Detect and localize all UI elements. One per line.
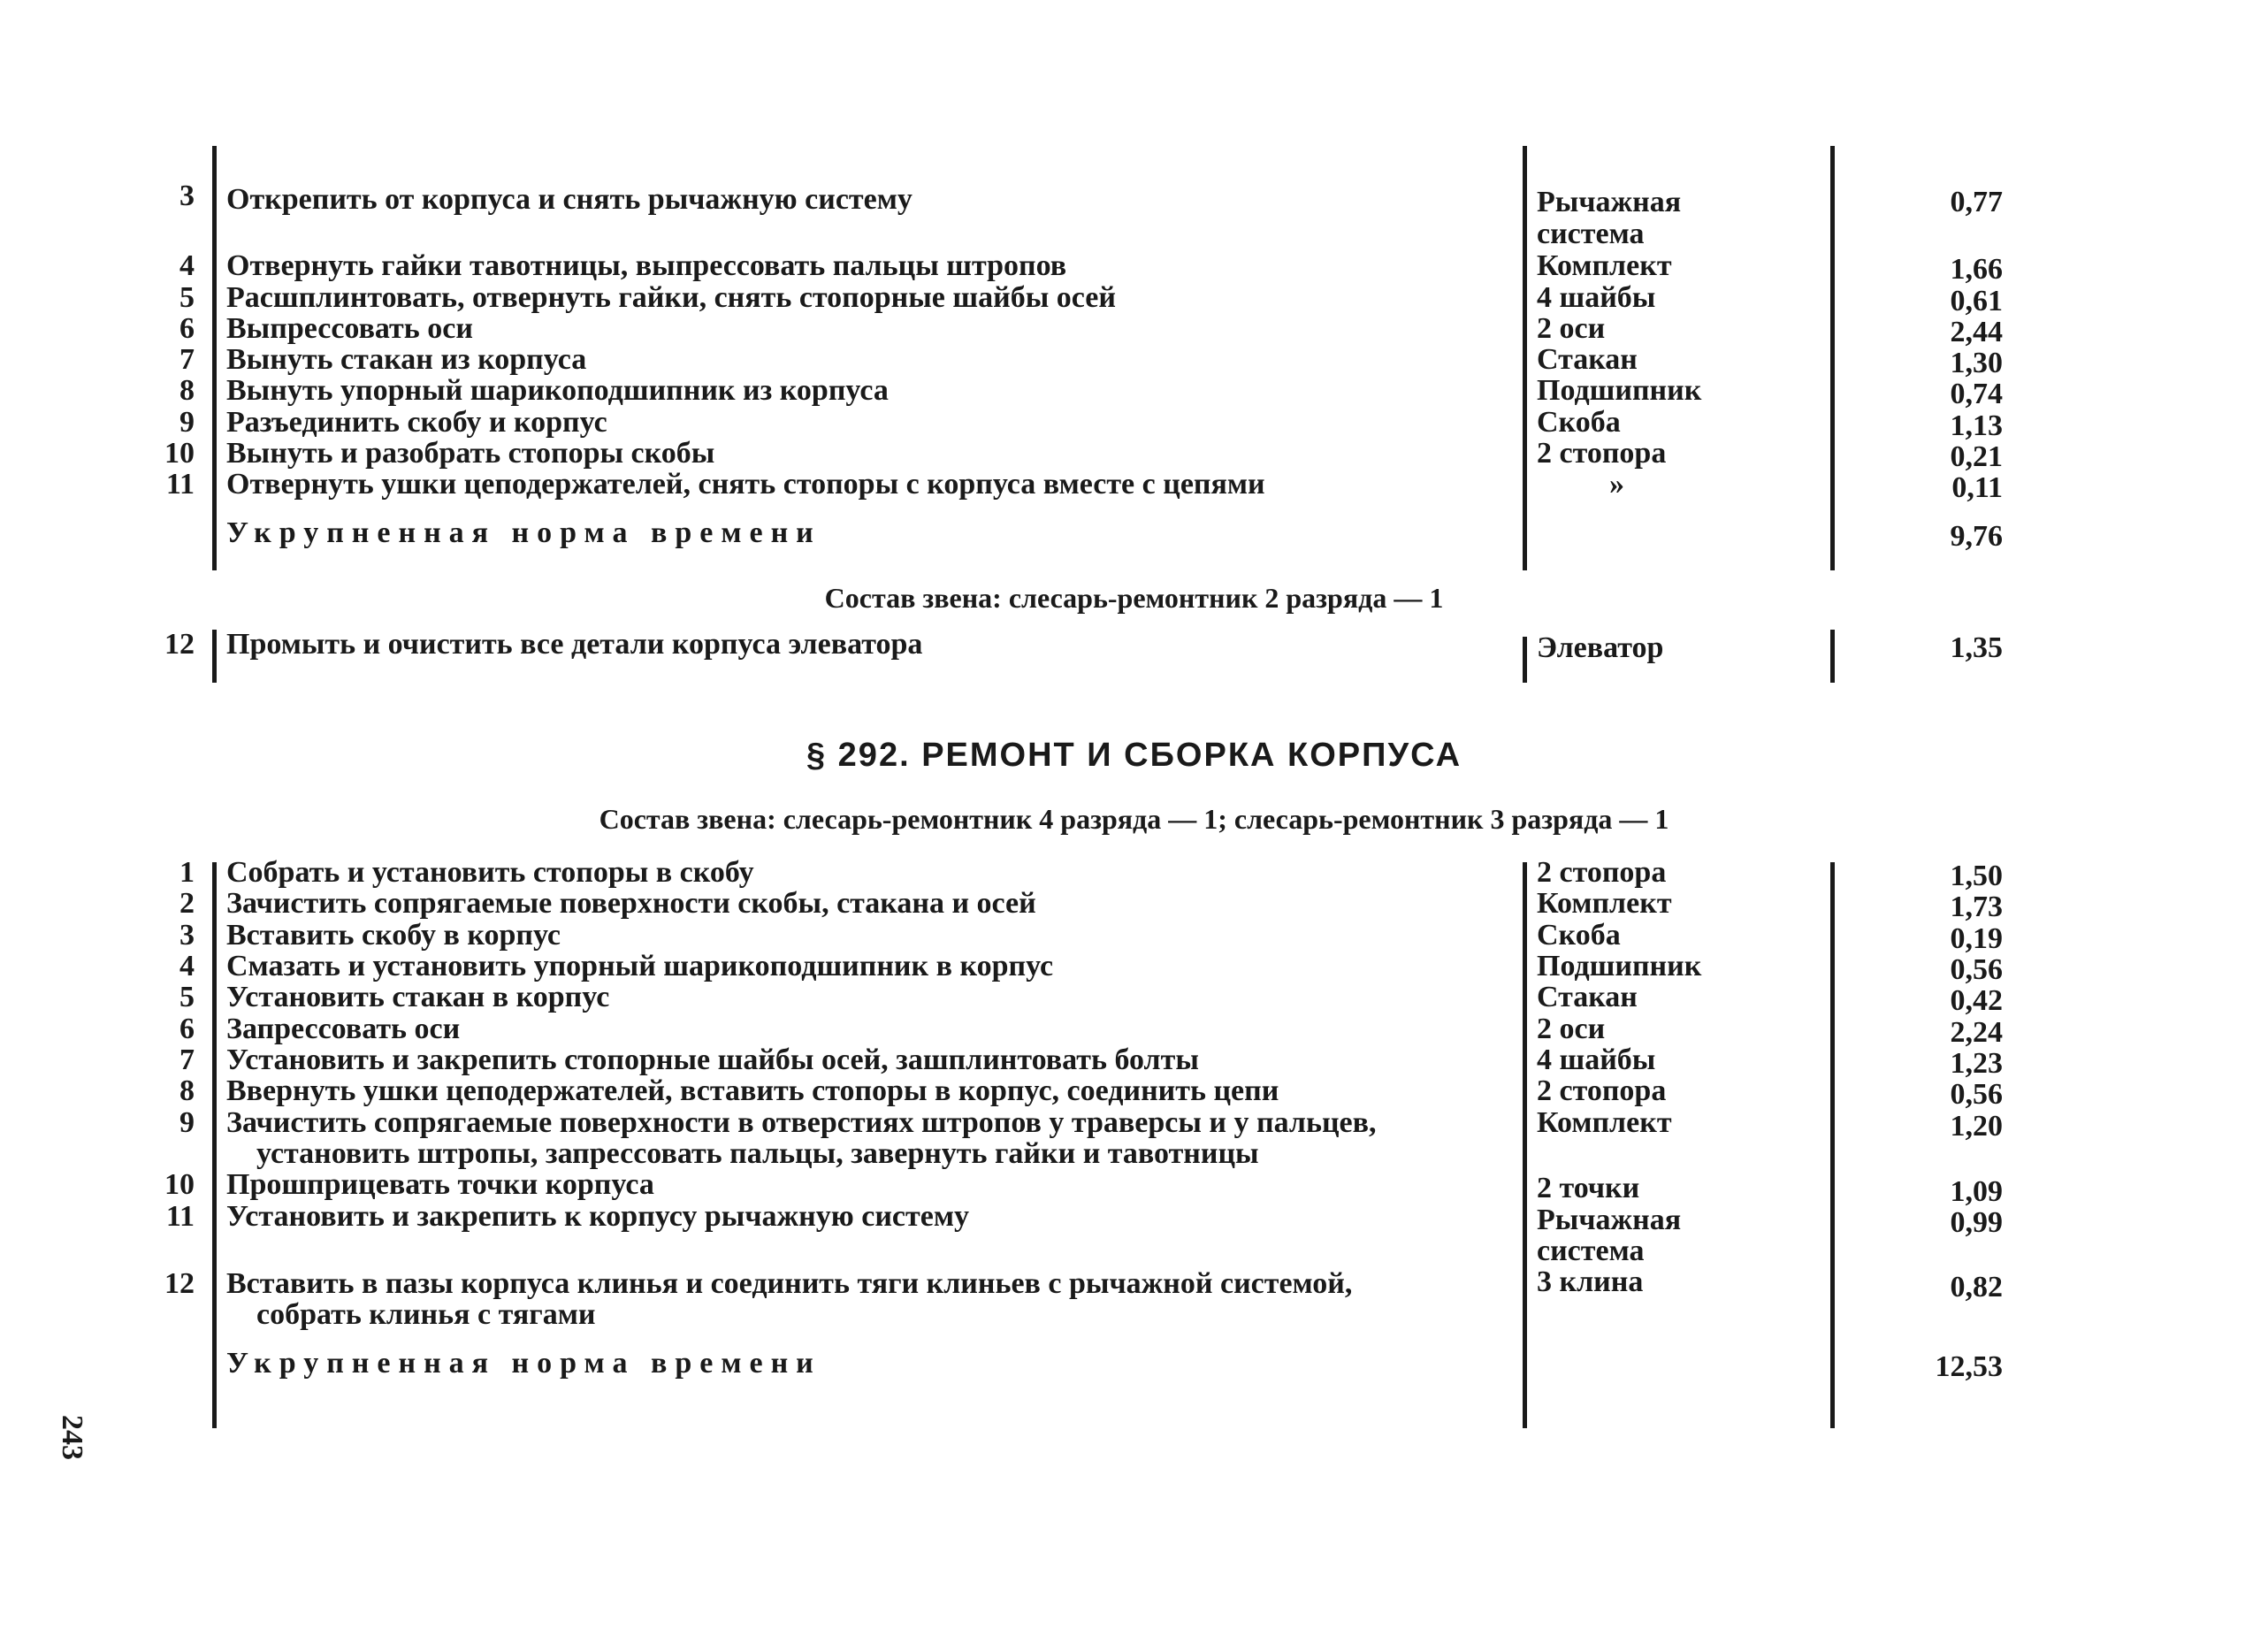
- row-unit: 2 точки: [1537, 1172, 1640, 1204]
- row-value: 0,56: [1950, 1078, 2003, 1111]
- row-unit: 3 клина: [1537, 1265, 1644, 1298]
- total-label: Укрупненная норма времени: [226, 516, 821, 549]
- row-unit: Подшипник: [1537, 374, 1702, 407]
- table1-rule-left: [212, 146, 217, 570]
- row-unit: 2 оси: [1537, 312, 1606, 345]
- row-number: 5: [179, 981, 195, 1013]
- row-description: Открепить от корпуса и снять рычажную систему: [226, 183, 913, 216]
- row-description: Вставить скобу в корпус: [226, 919, 561, 952]
- row-value: 1,13: [1950, 409, 2003, 442]
- row-value: 0,11: [1951, 471, 2003, 504]
- table3-rule-left: [212, 862, 217, 1428]
- row-unit: Стакан: [1537, 343, 1638, 376]
- row-unit-cont: система: [1537, 218, 1645, 250]
- row-value: 1,73: [1950, 891, 2003, 923]
- row-description-cont: собрать клинья с тягами: [256, 1298, 596, 1331]
- row-number: 4: [179, 249, 195, 282]
- row-unit: Комплект: [1537, 1106, 1672, 1139]
- row-description: Промыть и очистить все детали корпуса элеватора: [226, 628, 923, 661]
- page-number: 243: [56, 1415, 88, 1460]
- row-unit: 4 шайбы: [1537, 281, 1656, 314]
- row-value: 0,99: [1950, 1206, 2003, 1239]
- row-number: 9: [179, 406, 195, 439]
- row-value: 0,21: [1950, 440, 2003, 473]
- row-number: 7: [179, 343, 195, 376]
- row-value: 0,61: [1950, 285, 2003, 317]
- row-value: 1,50: [1950, 860, 2003, 892]
- row-description: Вынуть упорный шарикоподшипник из корпуса: [226, 374, 889, 407]
- row-value: 0,42: [1950, 984, 2003, 1017]
- row-value: 0,82: [1950, 1271, 2003, 1303]
- row-number: 2: [179, 887, 195, 920]
- row-description: Установить стакан в корпус: [226, 981, 610, 1013]
- table2-rule-right: [1830, 630, 1835, 683]
- row-description: Смазать и установить упорный шарикоподшипник в корпус: [226, 950, 1054, 982]
- row-unit: Рычажная: [1537, 186, 1682, 218]
- row-unit: Комплект: [1537, 249, 1672, 282]
- row-description: Вынуть стакан из корпуса: [226, 343, 587, 376]
- row-description: Вставить в пазы корпуса клинья и соединить тяги клиньев с рычажной системой,: [226, 1267, 1353, 1300]
- row-unit: 2 оси: [1537, 1013, 1606, 1045]
- row-number: 3: [179, 919, 195, 952]
- row-unit: 4 шайбы: [1537, 1044, 1656, 1076]
- row-description: Отвернуть гайки тавотницы, выпрессовать пальцы штропов: [226, 249, 1067, 282]
- crew-composition-2: Состав звена: слесарь-ремонтник 4 разряда — 1; слесарь-ремонтник 3 разряда — 1: [599, 803, 1669, 835]
- row-description: Разъединить скобу и корпус: [226, 406, 607, 439]
- row-number: 1: [179, 856, 195, 889]
- row-number: 8: [179, 1074, 195, 1107]
- table3-rule-middle: [1523, 862, 1527, 1428]
- table2-rule-middle: [1523, 637, 1527, 683]
- row-description: Ввернуть ушки цеподержателей, вставить стопоры в корпус, соединить цепи: [226, 1074, 1279, 1107]
- row-unit: 2 стопора: [1537, 437, 1667, 470]
- total-value: 12,53: [1935, 1350, 2003, 1383]
- row-number: 9: [179, 1106, 195, 1139]
- row-unit: 2 стопора: [1537, 1074, 1667, 1107]
- row-unit: Элеватор: [1537, 631, 1664, 664]
- row-number: 4: [179, 950, 195, 982]
- section-title: § 292. РЕМОНТ И СБОРКА КОРПУСА: [806, 737, 1462, 774]
- row-description: Зачистить сопрягаемые поверхности скобы, стакана и осей: [226, 887, 1036, 920]
- table1-rule-middle: [1523, 146, 1527, 570]
- row-value: 0,77: [1950, 186, 2003, 218]
- row-value: 0,56: [1950, 953, 2003, 986]
- row-number: 12: [164, 1267, 195, 1300]
- row-description: Установить и закрепить стопорные шайбы осей, зашплинтовать болты: [226, 1044, 1199, 1076]
- row-number: 12: [164, 628, 195, 661]
- crew-composition-1: Состав звена: слесарь-ремонтник 2 разряда — 1: [824, 582, 1444, 614]
- row-description: Установить и закрепить к корпусу рычажную систему: [226, 1200, 969, 1233]
- row-description: Выпрессовать оси: [226, 312, 473, 345]
- row-value: 2,24: [1950, 1016, 2003, 1049]
- table1-rule-right: [1830, 146, 1835, 570]
- row-value: 0,19: [1950, 922, 2003, 955]
- row-unit: Скоба: [1537, 406, 1621, 439]
- row-description: Отвернуть ушки цеподержателей, снять стопоры с корпуса вместе с цепями: [226, 468, 1265, 501]
- row-value: 1,35: [1950, 631, 2003, 664]
- row-number: 6: [179, 312, 195, 345]
- row-description-cont: установить штропы, запрессовать пальцы, завернуть гайки и тавотницы: [256, 1137, 1259, 1170]
- row-unit: »: [1609, 468, 1624, 501]
- row-value: 1,23: [1950, 1047, 2003, 1080]
- table3-rule-right: [1830, 862, 1835, 1428]
- row-unit: 2 стопора: [1537, 856, 1667, 889]
- row-unit: Рычажная: [1537, 1204, 1682, 1236]
- row-number: 5: [179, 281, 195, 314]
- row-value: 0,74: [1950, 378, 2003, 410]
- row-number: 3: [179, 180, 195, 212]
- row-description: Собрать и установить стопоры в скобу: [226, 856, 754, 889]
- row-unit: Подшипник: [1537, 950, 1702, 982]
- row-value: 1,66: [1950, 253, 2003, 286]
- row-number: 6: [179, 1013, 195, 1045]
- row-number: 8: [179, 374, 195, 407]
- row-number: 7: [179, 1044, 195, 1076]
- row-value: 1,30: [1950, 347, 2003, 379]
- row-description: Зачистить сопрягаемые поверхности в отверстиях штропов у траверсы и у пальцев,: [226, 1106, 1377, 1139]
- row-unit: Комплект: [1537, 887, 1672, 920]
- total-label: Укрупненная норма времени: [226, 1347, 821, 1380]
- row-number: 10: [164, 1168, 195, 1201]
- total-value: 9,76: [1950, 520, 2003, 553]
- row-description: Вынуть и разобрать стопоры скобы: [226, 437, 715, 470]
- row-description: Прошприцевать точки корпуса: [226, 1168, 654, 1201]
- table2-rule-left: [212, 630, 217, 683]
- row-unit: Стакан: [1537, 981, 1638, 1013]
- row-number: 11: [165, 1200, 195, 1233]
- row-unit: Скоба: [1537, 919, 1621, 952]
- row-description: Запрессовать оси: [226, 1013, 461, 1045]
- row-description: Расшплинтовать, отвернуть гайки, снять стопорные шайбы осей: [226, 281, 1116, 314]
- row-value: 1,20: [1950, 1110, 2003, 1143]
- row-unit-cont: система: [1537, 1235, 1645, 1267]
- row-number: 10: [164, 437, 195, 470]
- row-value: 2,44: [1950, 316, 2003, 348]
- row-number: 11: [165, 468, 195, 501]
- row-value: 1,09: [1950, 1175, 2003, 1208]
